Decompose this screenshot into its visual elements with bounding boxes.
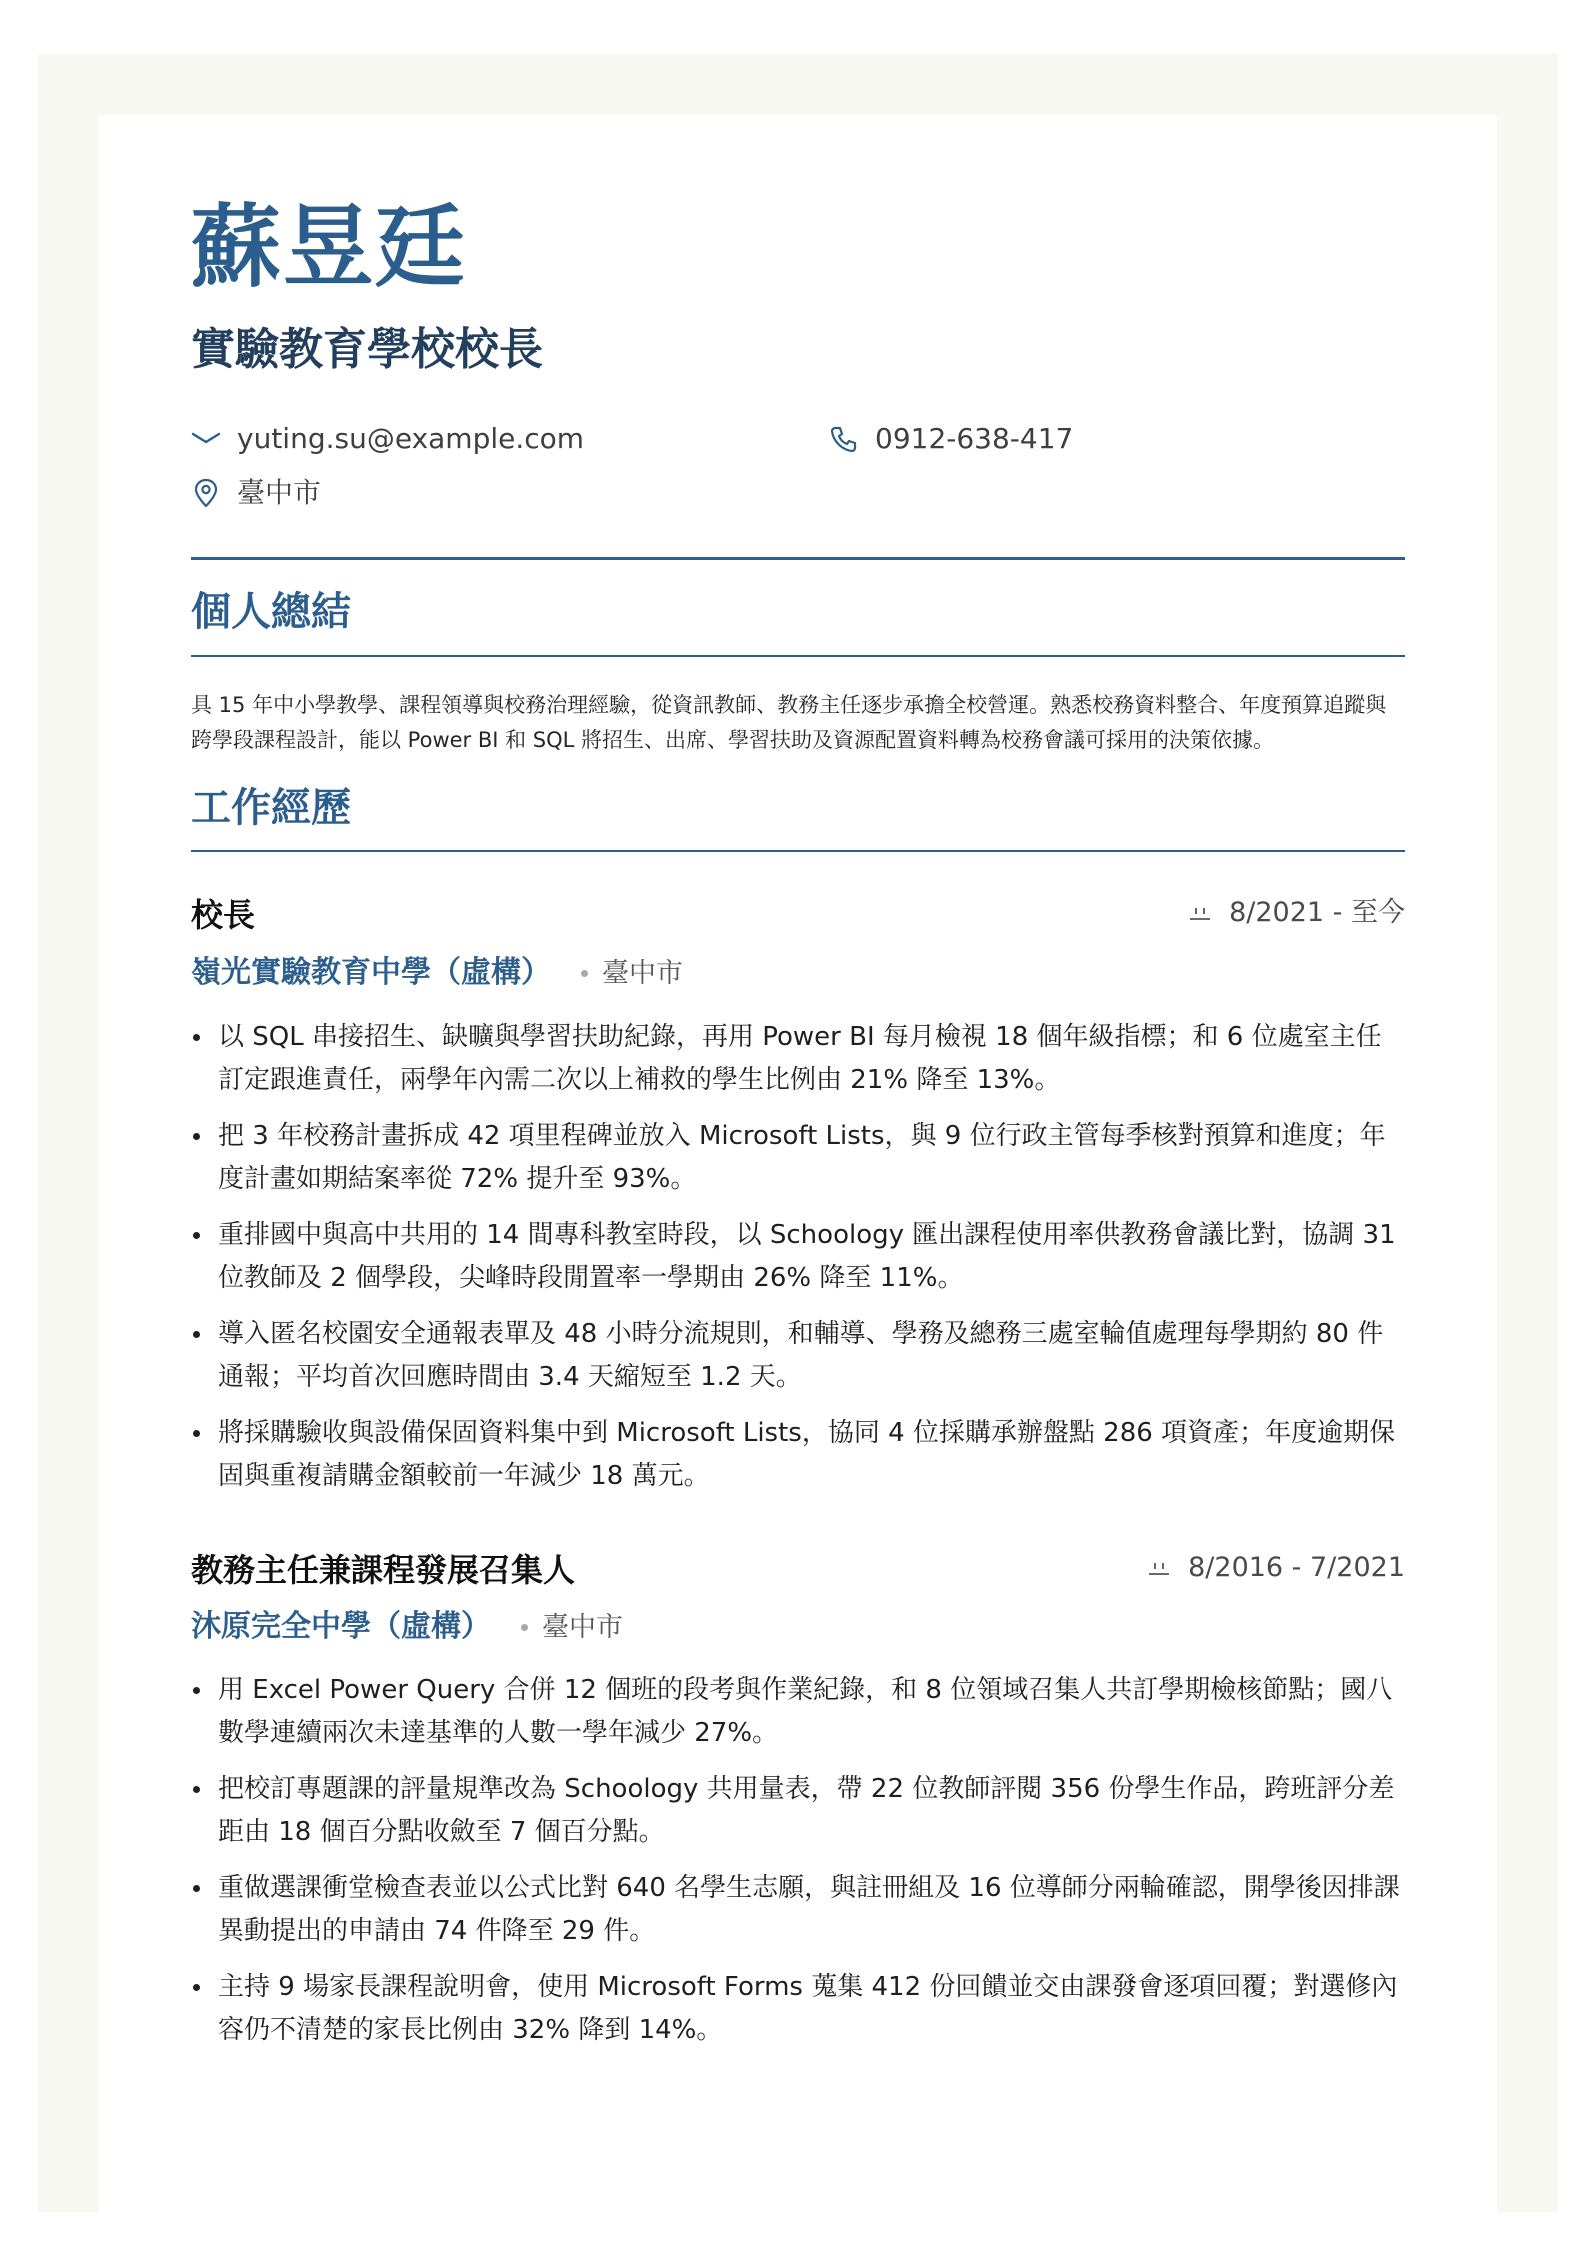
job-2-company-row xyxy=(191,1609,623,1644)
job-1-title: 校長 xyxy=(191,896,256,934)
list-item: 將採購驗收與設備保固資料集中到 Microsoft Lists，協同 4 位採購承辦盤點 286 項資產；年度逾期保固與重複請購金額較前一年減少 18 萬元。 xyxy=(191,1412,1405,1498)
list-item: 導入匿名校園安全通報表單及 48 小時分流規則，和輔導、學務及總務三處室輪值處理每學期約 80 件通報；平均首次回應時間由 3.4 天縮短至 1.2 天。 xyxy=(191,1313,1405,1399)
phone-icon xyxy=(829,424,859,454)
location-contact xyxy=(191,478,321,508)
calendar-icon xyxy=(1148,1557,1170,1579)
job-2-company: 沐原完全中學（虛構） xyxy=(191,1609,491,1644)
phone-text: 0912-638-417 xyxy=(875,422,1074,455)
job-2-title: 教務主任兼課程發展召集人 xyxy=(191,1551,576,1589)
job-2-dates xyxy=(1148,1554,1405,1581)
email-contact[interactable] xyxy=(191,424,584,454)
list-item: 以 SQL 串接招生、缺曠與學習扶助紀錄，再用 Power BI 每月檢視 18 個年級指標；和 6 位處室主任訂定跟進責任，兩學年內需二次以上補救的學生比例由 21% 降至 13%。 xyxy=(191,1016,1405,1102)
separator-dot xyxy=(581,970,588,977)
calendar-icon xyxy=(1189,902,1211,924)
list-item: 主持 9 場家長課程說明會，使用 Microsoft Forms 蒐集 412 份回饋並交由課發會逐項回覆；對選修內容仍不清楚的家長比例由 32% 降到 14%。 xyxy=(191,1966,1405,2052)
summary-text: 具 15 年中小學教學、課程領導與校務治理經驗，從資訊教師、教務主任逐步承擔全校營運。熟悉校務資料整合、年度預算追蹤與跨學段課程設計，能以 Power BI 和 SQL 將招生、出席、學習扶助及資源配置資料轉為校務會議可採用的決策依據。 xyxy=(191,693,1387,752)
header-divider xyxy=(191,557,1405,560)
separator-dot xyxy=(521,1624,528,1631)
job-2-dates-text: 8/2016 - 7/2021 xyxy=(1188,1552,1405,1583)
experience-heading: 工作經歷 xyxy=(191,785,351,831)
phone-contact[interactable] xyxy=(829,424,1073,454)
job-1-company-row xyxy=(191,955,683,990)
job-1-dates-text: 8/2021 - 至今 xyxy=(1229,897,1405,928)
list-item: 重排國中與高中共用的 14 間專科教室時段，以 Schoology 匯出課程使用率供教務會議比對，協調 31 位教師及 2 個學段，尖峰時段閒置率一學期由 26% 降至 11%。 xyxy=(191,1214,1405,1300)
summary-heading: 個人總結 xyxy=(191,589,351,635)
job-1-bullets xyxy=(191,1016,1405,1511)
email-text: yuting.su@example.com xyxy=(237,422,585,455)
location-pin-icon xyxy=(191,478,221,508)
summary-divider xyxy=(191,655,1405,657)
bullet-dot xyxy=(193,1687,200,1694)
job-2-bullets xyxy=(191,1669,1405,2065)
experience-divider xyxy=(191,850,1405,852)
list-item: 把校訂專題課的評量規準改為 Schoology 共用量表，帶 22 位教師評閱 356 份學生作品，跨班評分差距由 18 個百分點收斂至 7 個百分點。 xyxy=(191,1768,1405,1854)
candidate-name: 蘇昱廷 xyxy=(191,195,467,300)
bullet-dot xyxy=(193,1984,200,1991)
list-item: 用 Excel Power Query 合併 12 個班的段考與作業紀錄，和 8 位領域召集人共訂學期檢核節點；國八數學連續兩次未達基準的人數一學年減少 27%。 xyxy=(191,1669,1405,1755)
bullet-dot xyxy=(193,1331,200,1338)
job-1-company: 嶺光實驗教育中學（虛構） xyxy=(191,955,551,990)
bullet-dot xyxy=(193,1133,200,1140)
job-2-location: 臺中市 xyxy=(542,1611,623,1643)
job-1-location: 臺中市 xyxy=(602,957,683,989)
job-1-dates xyxy=(1189,899,1405,926)
bullet-dot xyxy=(193,1885,200,1892)
job-title-headline: 實驗教育學校校長 xyxy=(191,324,543,375)
bullet-dot xyxy=(193,1034,200,1041)
list-item: 把 3 年校務計畫拆成 42 項里程碑並放入 Microsoft Lists，與 9 位行政主管每季核對預算和進度；年度計畫如期結案率從 72% 提升至 93%。 xyxy=(191,1115,1405,1201)
bullet-dot xyxy=(193,1232,200,1239)
list-item: 重做選課衝堂檢查表並以公式比對 640 名學生志願，與註冊組及 16 位導師分兩輪確認，開學後因排課異動提出的申請由 74 件降至 29 件。 xyxy=(191,1867,1405,1953)
mail-icon xyxy=(191,424,221,454)
bullet-dot xyxy=(193,1786,200,1793)
bullet-dot xyxy=(193,1430,200,1437)
location-text: 臺中市 xyxy=(237,476,322,509)
